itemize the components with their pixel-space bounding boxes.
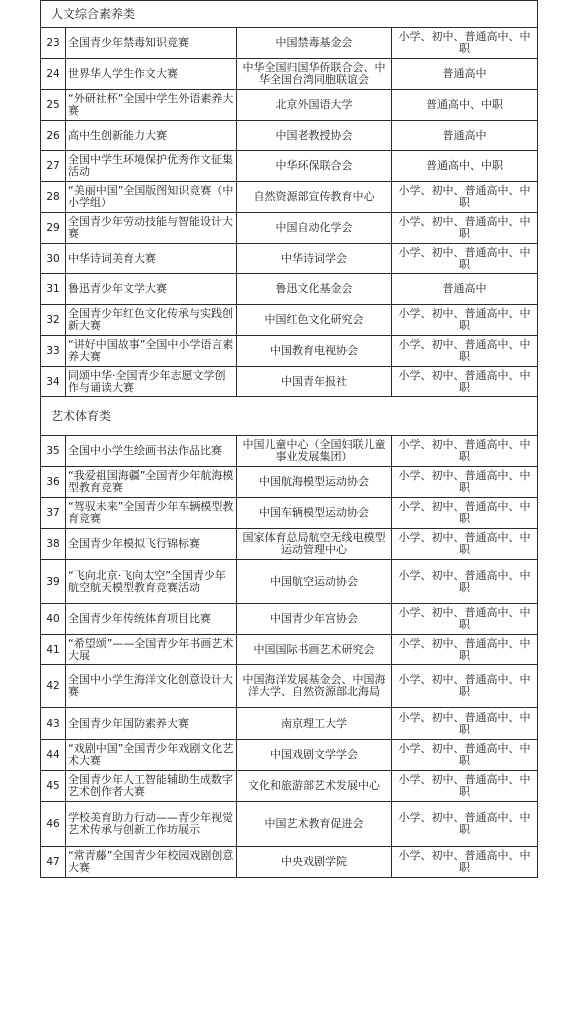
row-number-cell: 29 bbox=[41, 213, 66, 244]
school-level-cell: 普通高中 bbox=[392, 121, 538, 151]
school-level-cell: 小学、初中、普通高中、中职 bbox=[392, 740, 538, 771]
organizer-cell: 自然资源部宣传教育中心 bbox=[237, 182, 392, 213]
school-level-cell: 小学、初中、普通高中、中职 bbox=[392, 436, 538, 467]
category-header-row bbox=[41, 1, 538, 28]
school-level-cell: 小学、初中、普通高中、中职 bbox=[392, 665, 538, 708]
school-level-cell: 小学、初中、普通高中、中职 bbox=[392, 635, 538, 665]
organizer-cell: 南京理工大学 bbox=[237, 708, 392, 740]
competition-name-cell: “常青藤”全国青少年校园戏剧创意大赛 bbox=[66, 847, 237, 878]
table-row bbox=[41, 771, 538, 802]
competition-name-cell: 全国中小学生绘画书法作品比赛 bbox=[66, 436, 237, 467]
row-number-cell: 31 bbox=[41, 274, 66, 305]
table-row bbox=[41, 529, 538, 560]
school-level-cell: 小学、初中、普通高中、中职 bbox=[392, 467, 538, 498]
row-number-cell: 45 bbox=[41, 771, 66, 802]
school-level-cell: 小学、初中、普通高中、中职 bbox=[392, 28, 538, 59]
row-number-cell: 38 bbox=[41, 529, 66, 560]
competition-table bbox=[40, 0, 538, 878]
row-number-cell: 44 bbox=[41, 740, 66, 771]
competition-name-cell: 全国青少年模拟飞行锦标赛 bbox=[66, 529, 237, 560]
organizer-cell: 中华环保联合会 bbox=[237, 151, 392, 182]
school-level-cell: 小学、初中、普通高中、中职 bbox=[392, 182, 538, 213]
organizer-cell: 鲁迅文化基金会 bbox=[237, 274, 392, 305]
row-number-cell: 25 bbox=[41, 90, 66, 121]
competition-name-cell: 同颂中华·全国青少年志愿文学创作与诵读大赛 bbox=[66, 367, 237, 397]
organizer-cell: 国家体育总局航空无线电模型运动管理中心 bbox=[237, 529, 392, 560]
row-number-cell: 28 bbox=[41, 182, 66, 213]
competition-name-cell: “美丽中国”全国版图知识竞赛（中小学组） bbox=[66, 182, 237, 213]
organizer-cell: 中国车辆模型运动协会 bbox=[237, 498, 392, 529]
organizer-cell: 中国航海模型运动协会 bbox=[237, 467, 392, 498]
row-number-cell: 33 bbox=[41, 336, 66, 367]
competition-name-cell: “希望颂”——全国青少年书画艺术大展 bbox=[66, 635, 237, 665]
competition-list-document bbox=[40, 0, 537, 878]
school-level-cell: 小学、初中、普通高中、中职 bbox=[392, 244, 538, 274]
competition-name-cell: “我爱祖国海疆”全国青少年航海模型教育竞赛 bbox=[66, 467, 237, 498]
table-row bbox=[41, 635, 538, 665]
table-row bbox=[41, 708, 538, 740]
school-level-cell: 小学、初中、普通高中、中职 bbox=[392, 305, 538, 336]
competition-name-cell: “驾驭未来”全国青少年车辆模型教育竞赛 bbox=[66, 498, 237, 529]
organizer-cell: 中华诗词学会 bbox=[237, 244, 392, 274]
organizer-cell: 中国海洋发展基金会、中国海洋大学、自然资源部北海局 bbox=[237, 665, 392, 708]
school-level-cell: 小学、初中、普通高中、中职 bbox=[392, 529, 538, 560]
table-row bbox=[41, 740, 538, 771]
organizer-cell: 中国儿童中心（全国妇联儿童事业发展集团） bbox=[237, 436, 392, 467]
organizer-cell: 中国国际书画艺术研究会 bbox=[237, 635, 392, 665]
organizer-cell: 中国艺术教育促进会 bbox=[237, 802, 392, 847]
competition-name-cell: “飞向北京·飞向太空”全国青少年航空航天模型教育竞赛活动 bbox=[66, 560, 237, 604]
school-level-cell: 小学、初中、普通高中、中职 bbox=[392, 847, 538, 878]
organizer-cell: 文化和旅游部艺术发展中心 bbox=[237, 771, 392, 802]
row-number-cell: 41 bbox=[41, 635, 66, 665]
school-level-cell: 普通高中、中职 bbox=[392, 90, 538, 121]
category-header-row bbox=[41, 397, 538, 436]
table-row bbox=[41, 244, 538, 274]
organizer-cell: 中国老教授协会 bbox=[237, 121, 392, 151]
table-row bbox=[41, 847, 538, 878]
row-number-cell: 37 bbox=[41, 498, 66, 529]
organizer-cell: 中国禁毒基金会 bbox=[237, 28, 392, 59]
competition-name-cell: 高中生创新能力大赛 bbox=[66, 121, 237, 151]
row-number-cell: 26 bbox=[41, 121, 66, 151]
row-number-cell: 43 bbox=[41, 708, 66, 740]
competition-table-body bbox=[41, 1, 538, 878]
competition-name-cell: 全国青少年传统体育项目比赛 bbox=[66, 604, 237, 635]
table-row bbox=[41, 336, 538, 367]
school-level-cell: 小学、初中、普通高中、中职 bbox=[392, 802, 538, 847]
organizer-cell: 中国红色文化研究会 bbox=[237, 305, 392, 336]
school-level-cell: 小学、初中、普通高中、中职 bbox=[392, 213, 538, 244]
competition-name-cell: 全国青少年红色文化传承与实践创新大赛 bbox=[66, 305, 237, 336]
school-level-cell: 普通高中、中职 bbox=[392, 151, 538, 182]
competition-name-cell: 全国中学生环境保护优秀作文征集活动 bbox=[66, 151, 237, 182]
table-row bbox=[41, 604, 538, 635]
table-row bbox=[41, 665, 538, 708]
competition-name-cell: 全国青少年禁毒知识竞赛 bbox=[66, 28, 237, 59]
table-row bbox=[41, 560, 538, 604]
row-number-cell: 46 bbox=[41, 802, 66, 847]
organizer-cell: 中华全国归国华侨联合会、中华全国台湾同胞联谊会 bbox=[237, 59, 392, 90]
competition-name-cell: “外研社杯”全国中学生外语素养大赛 bbox=[66, 90, 237, 121]
row-number-cell: 24 bbox=[41, 59, 66, 90]
school-level-cell: 普通高中 bbox=[392, 59, 538, 90]
table-row bbox=[41, 802, 538, 847]
table-row bbox=[41, 305, 538, 336]
row-number-cell: 35 bbox=[41, 436, 66, 467]
row-number-cell: 36 bbox=[41, 467, 66, 498]
table-row bbox=[41, 274, 538, 305]
competition-name-cell: 中华诗词美育大赛 bbox=[66, 244, 237, 274]
organizer-cell: 中央戏剧学院 bbox=[237, 847, 392, 878]
category-title: 人文综合素养类 bbox=[41, 1, 538, 28]
school-level-cell: 小学、初中、普通高中、中职 bbox=[392, 498, 538, 529]
table-row bbox=[41, 28, 538, 59]
row-number-cell: 47 bbox=[41, 847, 66, 878]
organizer-cell: 中国航空运动协会 bbox=[237, 560, 392, 604]
row-number-cell: 32 bbox=[41, 305, 66, 336]
organizer-cell: 中国青少年宫协会 bbox=[237, 604, 392, 635]
school-level-cell: 普通高中 bbox=[392, 274, 538, 305]
competition-name-cell: 全国青少年劳动技能与智能设计大赛 bbox=[66, 213, 237, 244]
competition-name-cell: 全国中小学生海洋文化创意设计大赛 bbox=[66, 665, 237, 708]
competition-name-cell: 学校美育助力行动——青少年视觉艺术传承与创新工作坊展示 bbox=[66, 802, 237, 847]
school-level-cell: 小学、初中、普通高中、中职 bbox=[392, 771, 538, 802]
table-row bbox=[41, 59, 538, 90]
organizer-cell: 中国教育电视协会 bbox=[237, 336, 392, 367]
competition-name-cell: 全国青少年人工智能辅助生成数字艺术创作者大赛 bbox=[66, 771, 237, 802]
row-number-cell: 39 bbox=[41, 560, 66, 604]
row-number-cell: 30 bbox=[41, 244, 66, 274]
row-number-cell: 27 bbox=[41, 151, 66, 182]
table-row bbox=[41, 121, 538, 151]
row-number-cell: 40 bbox=[41, 604, 66, 635]
school-level-cell: 小学、初中、普通高中、中职 bbox=[392, 604, 538, 635]
organizer-cell: 中国戏剧文学学会 bbox=[237, 740, 392, 771]
table-row bbox=[41, 436, 538, 467]
competition-name-cell: “戏剧中国”全国青少年戏剧文化艺术大赛 bbox=[66, 740, 237, 771]
competition-name-cell: 世界华人学生作文大赛 bbox=[66, 59, 237, 90]
table-row bbox=[41, 90, 538, 121]
table-row bbox=[41, 498, 538, 529]
row-number-cell: 23 bbox=[41, 28, 66, 59]
school-level-cell: 小学、初中、普通高中、中职 bbox=[392, 367, 538, 397]
organizer-cell: 中国青年报社 bbox=[237, 367, 392, 397]
competition-name-cell: 鲁迅青少年文学大赛 bbox=[66, 274, 237, 305]
category-title: 艺术体育类 bbox=[41, 397, 538, 436]
organizer-cell: 北京外国语大学 bbox=[237, 90, 392, 121]
table-row bbox=[41, 367, 538, 397]
organizer-cell: 中国自动化学会 bbox=[237, 213, 392, 244]
school-level-cell: 小学、初中、普通高中、中职 bbox=[392, 560, 538, 604]
table-row bbox=[41, 182, 538, 213]
row-number-cell: 34 bbox=[41, 367, 66, 397]
table-row bbox=[41, 213, 538, 244]
table-row bbox=[41, 467, 538, 498]
table-row bbox=[41, 151, 538, 182]
row-number-cell: 42 bbox=[41, 665, 66, 708]
competition-name-cell: 全国青少年国防素养大赛 bbox=[66, 708, 237, 740]
competition-name-cell: “讲好中国故事”全国中小学语言素养大赛 bbox=[66, 336, 237, 367]
school-level-cell: 小学、初中、普通高中、中职 bbox=[392, 708, 538, 740]
school-level-cell: 小学、初中、普通高中、中职 bbox=[392, 336, 538, 367]
